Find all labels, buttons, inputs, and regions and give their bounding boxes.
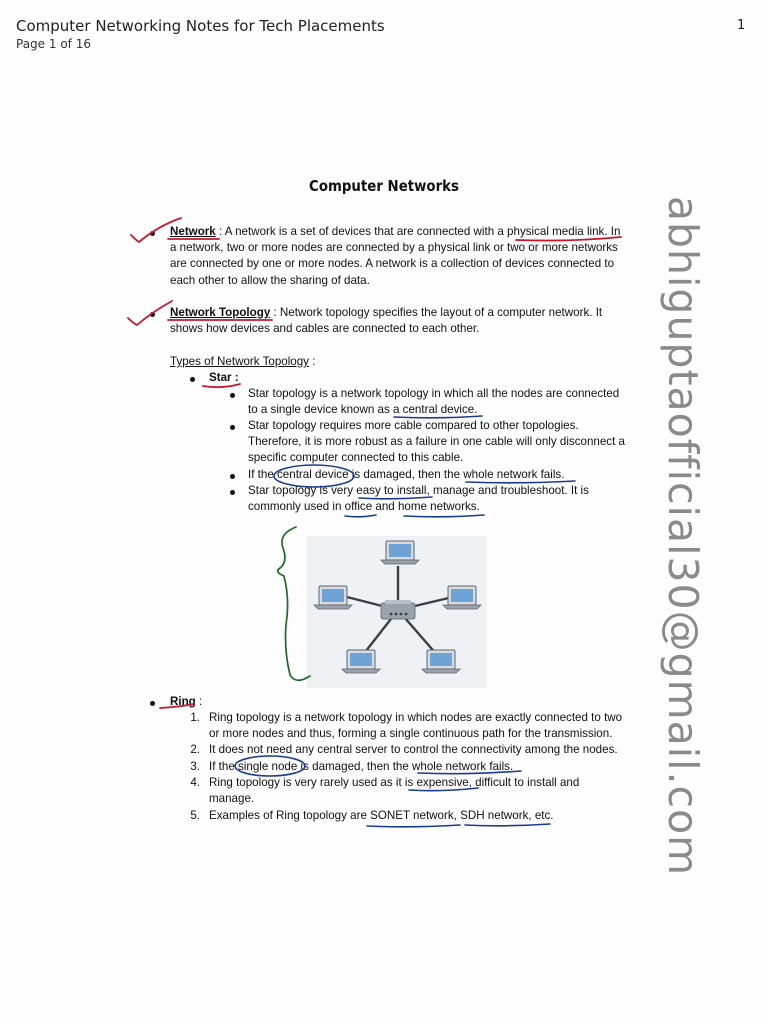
- list-number: 5.: [190, 809, 200, 822]
- list-number: 2.: [190, 743, 200, 756]
- underline-mark: [465, 824, 550, 826]
- text-line: If the central device is damaged, then the whole network fails.: [248, 468, 565, 481]
- laptop-icon: [381, 541, 419, 564]
- text-line: or more nodes and thus, forming a single continuous path for the transmission.: [209, 727, 613, 741]
- topology-paragraph: [170, 305, 650, 337]
- bullet-dot: [230, 490, 235, 495]
- text-line: Ring topology is a network topology in which nodes are exactly connected to two: [209, 711, 623, 724]
- laptop-icon: [443, 586, 481, 609]
- topology-line-2: shows how devices and cables are connected to each other.: [170, 322, 480, 336]
- ring-suffix: :: [195, 695, 203, 708]
- text-line: Therefore, it is more robust as a failure in one cable will only disconnect a: [248, 435, 625, 449]
- green-annotations: [278, 527, 310, 680]
- hub-icon: [381, 600, 415, 619]
- text-line: Ring topology is very rarely used as it is expensive, difficult to install and: [209, 776, 580, 789]
- text-line: to a single device known as a central device.: [248, 403, 478, 417]
- star-topology-illustration: [307, 536, 487, 688]
- text-line: : Network topology specifies the layout of a computer network. It: [270, 306, 603, 319]
- network-line-4: each other to allow the sharing of data.: [170, 273, 370, 287]
- ring-point-2: [209, 742, 649, 758]
- page-number: 1: [737, 18, 746, 33]
- bullet-dot: [230, 393, 235, 398]
- page-indicator: Page 1 of 16: [16, 37, 91, 51]
- document-title: Computer Networking Notes for Tech Placements: [16, 17, 385, 35]
- text-line: Star topology requires more cable compared to other topologies.: [248, 419, 579, 432]
- laptop-icon: [422, 650, 460, 673]
- types-title: Types of Network Topology: [170, 355, 309, 368]
- ring-point-4: [209, 775, 649, 807]
- network-line-3: are connected by one or more nodes. A network is a collection of devices connected to: [170, 257, 615, 271]
- bullet-dot: [230, 425, 235, 430]
- topology-term: Network Topology: [170, 306, 271, 319]
- text-line: commonly used in office and home networks.: [248, 500, 480, 514]
- email-watermark: abhiguptaofficial30@gmail.com: [659, 195, 707, 877]
- laptop-icon: [314, 586, 352, 609]
- types-suffix: :: [308, 355, 316, 368]
- bullet-dot: [190, 377, 195, 382]
- document-header: [0, 0, 768, 60]
- ring-point-5: [209, 808, 649, 824]
- list-number: 4.: [190, 776, 200, 789]
- star-point-3: [248, 467, 648, 483]
- ring-label: [170, 694, 202, 710]
- network-line-2: a network, two or more nodes are connected by a physical link or two or more networks: [170, 241, 618, 255]
- bullet-dot: [150, 231, 155, 236]
- text-line: Star topology is very easy to install, manage and troubleshoot. It is: [248, 484, 589, 497]
- brace-mark: [278, 527, 310, 680]
- types-heading: [170, 354, 315, 370]
- network-paragraph: [170, 224, 650, 289]
- ring-point-3: [209, 759, 649, 775]
- text-line: manage.: [209, 792, 255, 806]
- underline-mark: [367, 825, 460, 827]
- bullet-dot: [230, 474, 235, 479]
- ring-term: Ring: [170, 695, 196, 708]
- network-line-1: [170, 224, 650, 240]
- text-line: specific computer connected to this cable.: [248, 451, 464, 465]
- star-point-2: [248, 418, 648, 467]
- text-line: : A network is a set of devices that are connected with a physical media link. In: [215, 225, 621, 238]
- list-number: 1.: [190, 711, 200, 724]
- list-number: 3.: [190, 760, 200, 773]
- network-term: Network: [170, 225, 216, 238]
- text-line: Examples of Ring topology are SONET network, SDH network, etc.: [209, 809, 554, 822]
- ring-point-1: [209, 710, 649, 742]
- bullet-dot: [150, 701, 155, 706]
- laptop-icon: [342, 650, 380, 673]
- star-point-1: [248, 386, 648, 418]
- bullet-dot: [150, 312, 155, 317]
- star-label: Star :: [209, 371, 239, 384]
- star-point-4: [248, 483, 648, 515]
- topology-line-1: [170, 305, 650, 321]
- text-line: If the single node is damaged, then the whole network fails.: [209, 760, 514, 773]
- star-topology-diagram: [307, 536, 487, 688]
- text-line: It does not need any central server to control the connectivity among the nodes.: [209, 743, 618, 756]
- page-heading: Computer Networks: [309, 177, 459, 195]
- text-line: Star topology is a network topology in which all the nodes are connected: [248, 387, 620, 400]
